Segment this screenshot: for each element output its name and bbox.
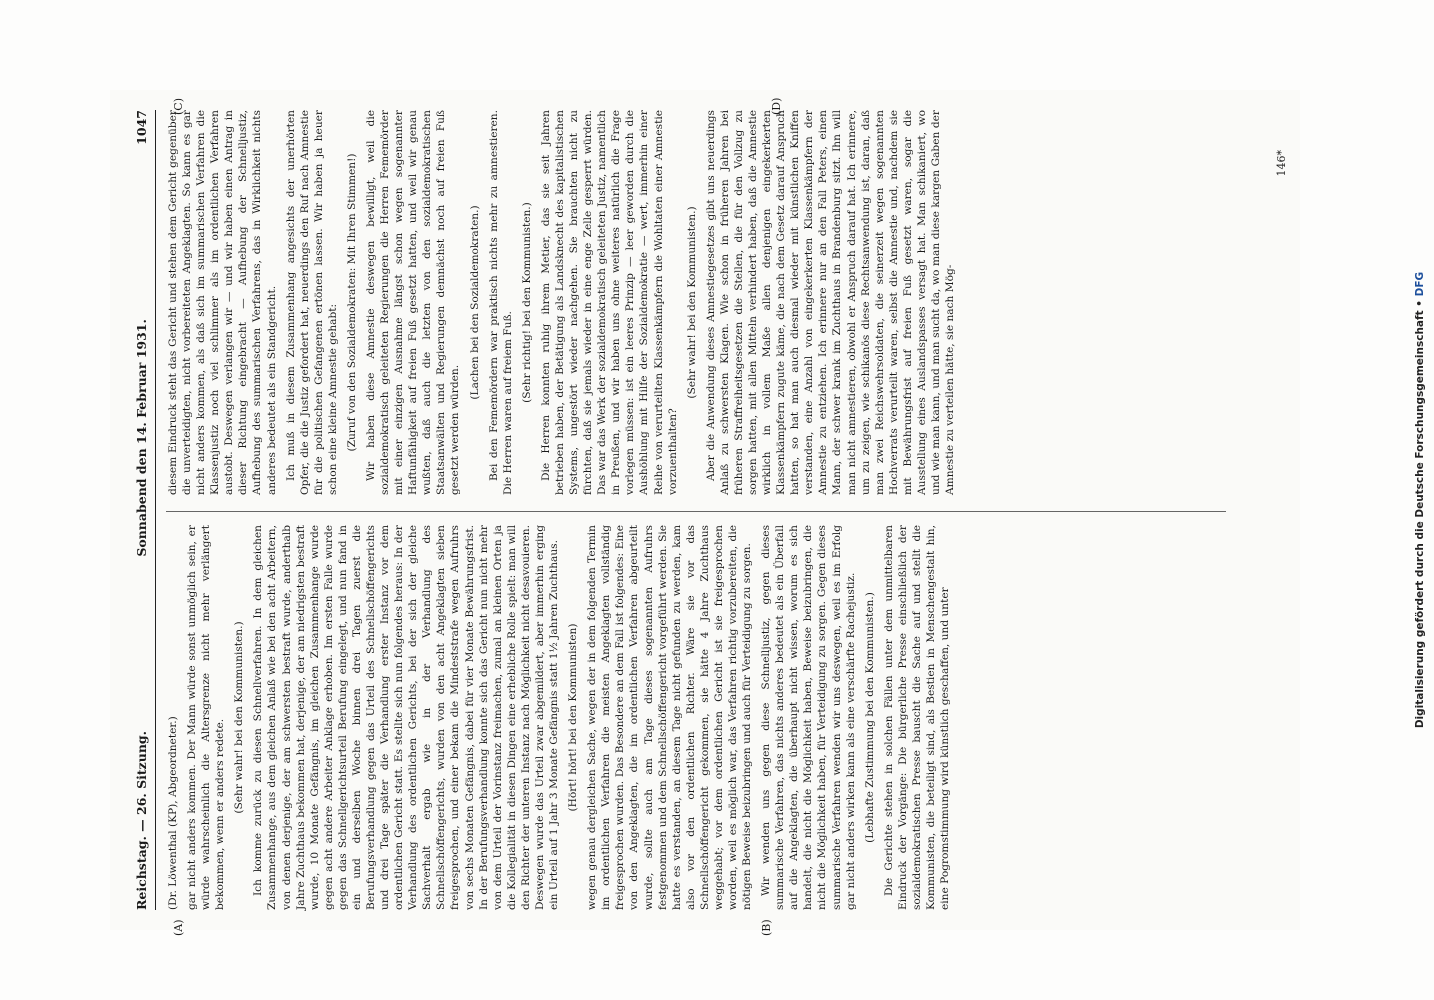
interjection: (Lebhafte Zustimmung bei den Kommunisten.) xyxy=(863,592,876,843)
interjection: (Lachen bei den Sozialdemokraten.) xyxy=(468,205,481,400)
paragraph: diesem Eindruck steht das Gericht und stehen dem Gericht gegenüber die unverteidigten, nicht vorbereiteten Angeklagten. So kann es gar nicht anders kommen, als daß sich im summarischen Verfahren die Klassenjustiz noch viel schlimmer als im ordentlichen Verfahren austobt. Deswegen verlangen wir — und wir haben einen Antrag in dieser Richtung eingebracht — Aufhebung der Schnelljustiz, Aufhebung des summarischen Verfahrens, das in Wirklichkeit nichts anderes bedeutet als ein Standgericht. xyxy=(167,110,278,495)
interjection: (Hört! hört! bei den Kommunisten) xyxy=(567,623,580,812)
dfg-credit xyxy=(1414,272,1426,728)
interjection: (Sehr wahr! bei den Kommunisten.) xyxy=(685,206,698,399)
paragraph: Ich komme zurück zu diesen Schnellverfahren. In dem gleichen Zusammenhange, aus dem gleichen Anlaß wie bei den acht Arbeitern, von denen derjenige, der am schwersten bestraft wurde, anderthalb Jahre Zuchthaus bekommen hat, derjenige, der am niedrigsten bestraft wurde, 10 Monate Gefängnis, im gleichen Zusammenhange wurde gegen acht andere Arbeiter Anklage erhoben. Im ersten Falle wurde gegen das Schnellgerichtsurteil Berufung eingelegt, und nun fand in ein und derselben Woche binnen drei Tagen zuerst die Berufungsverhandlung gegen das Urteil des Schnellschöffengerichts und drei Tage später die Verhandlung erster Instanz vor dem ordentlichen Gericht statt. Es stellte sich nun folgendes heraus: In der Verhandlung des ordentlichen Gerichts, bei der sich der gleiche Sachverhalt ergab wie in der Verhandlung des Schnellschöffengerichts, wurden von den acht Angeklagten sieben freigesprochen, und einer bekam die Mindeststrafe wegen Aufruhrs von sechs Monaten Gefängnis, dabei für vier Monate Bewährungsfrist. In der Berufungsverhandlung konnte sich das Gericht nun nicht mehr von dem Urteil der Vorinstanz freimachen, zumal an kleinen Orten ja die Kollegialität in diesen Dingen eine erhebliche Rolle spielt: man will den Richter der unteren Instanz nach Möglichkeit nicht desavouieren. Deswegen wurde das Urteil zwar abgemildert, aber immerhin erging ein Urteil auf 1 Jahr 3 Monate Gefängnis statt 1½ Jahren Zuchthaus. xyxy=(252,525,561,910)
left-column xyxy=(166,525,957,910)
dfg-sidebar xyxy=(1406,0,1434,1000)
paragraph: wegen genau dergleichen Sache, wegen der in dem folgenden Termin im ordentlichen Verfahren die meisten Angeklagten vollständig freigesprochen wurden. Das Besondere an dem Fall ist folgendes: Eine von den Angeklagten, die im ordentlichen Verfahren abgeurteilt wurde, sollte auch am Tage dieses sogenannten Aufruhrs festgenommen und dem Schnellschöffengericht vorgeführt werden. Sie hatte es verstanden, an diesem Tage nicht gefunden zu werden, kam also vor den ordentlichen Richter. Wäre sie vor das Schnellschöffengericht gekommen, sie hätte 4 Jahre Zuchthaus weggehabt; vor dem ordentlichen Gericht ist sie freigesprochen worden, weil es möglich war, das Verfahren richtig vorzubereiten, die nötigen Beweise beizubringen und auch für Verteidigung zu sorgen. xyxy=(586,525,754,910)
paragraph: gar nicht anders kommen. Der Mann würde sonst unmöglich sein, er würde wahrscheinlich die Altersgrenze nicht mehr verlängert bekommen, wenn er anders redete. xyxy=(186,525,227,910)
header-date: Sonnabend den 14. Februar 1931. xyxy=(133,319,149,557)
margin-marker-b: (B) xyxy=(760,919,773,936)
paragraph: Aber die Anwendung dieses Amnestiegesetzes gibt uns neuerdings Anlaß zu schwersten Klagen. Wie schon in früheren Jahren bei früheren Straffreiheitsgesetzen die Stellen, die für den Vollzug zu sorgen hatten, mit allen Mitteln verhindert haben, daß die Amnestie wirklich in vollem Maße allen denjenigen eingekerkerten Klassenkämpfern zugute käme, die nach dem Gesetz darauf Anspruch hatten, so hat man auch diesmal wieder mit künstlichen Kniffen verstanden, eine Anzahl von eingekerkerten Klassenkämpfern der Amnestie zu entziehen. Ich erinnere nur an den Fall Peters, einen Mann, der schwer krank im Zuchthaus in Brandenburg sitzt. Ihn will man nicht amnestieren, obwohl er Anspruch darauf hat. Ich erinnere, um zu zeigen, wie schikanös diese Rechtsanwendung ist, daran, daß man zwei Reichswehrsoldaten, die seinerzeit wegen sogenannten Hochverrats verurteilt waren, selbst die Amnestie und, nachdem sie mit Bewährungsfrist auf freien Fuß gesetzt waren, sogar die Ausstellung eines Auslandspasses versagt hat. Man schikaniert, wo und wie man kann, und man sucht da, wo man diese kargen Gaben der Amnestie zu verteilen hätte, sie nach Mög- xyxy=(704,110,957,495)
paragraph: Wir haben diese Amnestie deswegen bewilligt, weil die sozialdemokratisch geleiteten Regierungen die Herren Fememörder mit einer einzigen Ausnahme längst schon wegen sogenannter Haftunfähigkeit auf freien Fuß gesetzt hatten, und weil wir genau wußten, daß auch die letzten von den sozialdemokratischen Staatsanwälten und Regierungen demnächst noch auf freien Fuß gesetzt werden würden. xyxy=(365,110,462,495)
rotated-page-content xyxy=(110,90,1300,936)
margin-marker-c: (C) xyxy=(172,98,185,115)
paragraph: Wir wenden uns gegen diese Schnelljustiz, gegen dieses summarische Verfahren, das nichts anderes bedeutet als ein Überfall auf die Angeklagten, die überhaupt nicht wissen, worum es sich handelt, die nicht die Möglichkeit haben, Beweise beizubringen, die nicht die Möglichkeit haben, für Verteidigung zu sorgen. Gegen dieses summarische Verfahren wenden wir uns deswegen, weil es im Erfolg gar nicht anders wirken kann als eine verschärfte Rachejustiz. xyxy=(760,525,857,910)
paragraph: Ich muß in diesem Zusammenhang angesichts der unerhörten Opfer, die die Justiz gefordert hat, neuerdings den Ruf nach Amnestie für die politischen Gefangenen ertönen lassen. Wir haben ja heuer schon eine kleine Amnestie gehabt: xyxy=(284,110,339,495)
signature-mark: 146* xyxy=(1275,150,1288,177)
interjection: (Sehr wahr! bei den Kommunisten.) xyxy=(233,621,246,814)
interjection: (Sehr richtig! bei den Kommunisten.) xyxy=(520,202,533,403)
scanned-page xyxy=(110,90,1300,936)
paragraph: Die Gerichte stehen in solchen Fällen unter dem unmittelbaren Eindruck der Vorgänge: Die bürgerliche Presse einschließlich der sozialdemokratischen Presse bauscht die Sache auf und stellt die Kommunisten, die beteiligt sind, als Bestien in Menschengestalt hin, eine Pogromstimmung wird künstlich geschaffen, und unter xyxy=(882,525,952,910)
speaker-line: (Dr. Löwenthal (KP), Abgeordneter.) xyxy=(167,716,179,910)
paragraph: Die Herren konnten ruhig ihrem Metier, das sie seit Jahren betrieben haben, der Betätigung als Landsknecht des kapitalistischen Systems, ungestört wieder nachgehen. Sie brauchten nicht zu fürchten, daß sie jemals wieder in eine enge Zelle gesperrt würden. Das war das Werk der sozialdemokratisch geleiteten Justiz, namentlich in Preußen, und wir haben uns ohne weiteres natürlich die Frage vorlegen müssen: ist ein leeres Prinzip — leer geworden durch die Aushöhlung mit Hilfe der Sozialdemokratie — wert, immerhin einer Reihe von verurteilten Klassenkämpfern die Wohltaten einer Amnestie vorzuenthalten? xyxy=(539,110,679,495)
column-divider xyxy=(166,511,1226,512)
dfg-logo: DFG xyxy=(1414,271,1426,297)
interjection: (Zuruf von den Sozialdemokraten: Mit Ihren Stimmen!) xyxy=(345,153,358,452)
header-left: Reichstag. — 26. Sitzung. xyxy=(133,730,149,910)
margin-marker-d: (D) xyxy=(770,97,783,115)
dfg-credit-text: Digitalisierung gefördert durch die Deutsche Forschungsgemeinschaft • xyxy=(1414,300,1426,729)
margin-marker-a: (A) xyxy=(172,919,185,936)
page-number: 1047 xyxy=(133,110,149,145)
right-column xyxy=(166,110,962,495)
paragraph: Bei den Fememördern war praktisch nichts mehr zu amnestieren. Die Herren waren auf freiem Fuß. xyxy=(487,110,514,495)
running-header xyxy=(130,110,156,910)
